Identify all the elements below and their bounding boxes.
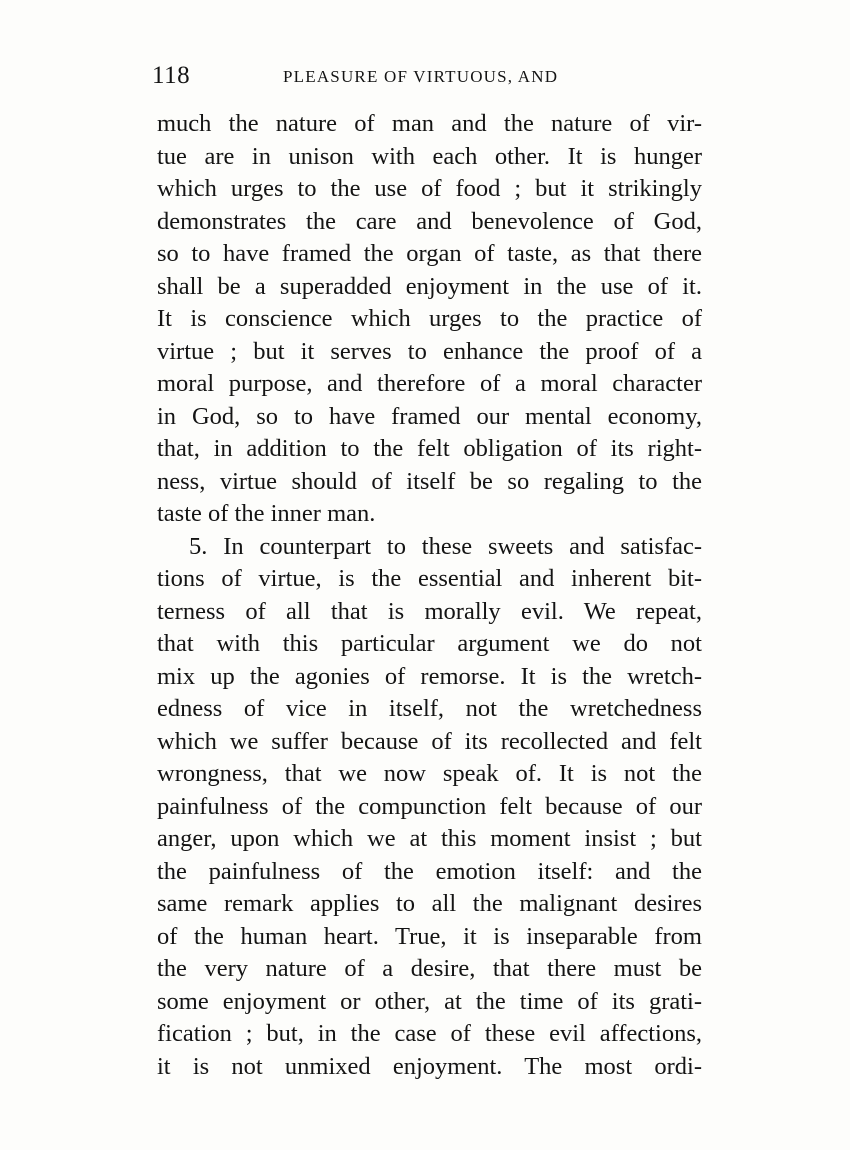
- text-line: painfulness of the compunction felt because of our: [157, 792, 702, 820]
- text-line: fication ; but, in the case of these evil affections,: [157, 1020, 702, 1047]
- text-line: anger, upon which we at this moment insist ; but: [157, 825, 702, 852]
- text-line: terness of all that is morally evil. We repeat,: [157, 597, 702, 625]
- text-line: the painfulness of the emotion itself: and the: [157, 857, 702, 885]
- text-line: in God, so to have framed our mental economy,: [157, 402, 702, 430]
- text-line: It is conscience which urges to the practice of: [157, 305, 702, 332]
- text-line: mix up the agonies of remorse. It is the wretch-: [157, 662, 702, 690]
- body-text: [157, 108, 702, 1083]
- paragraph-end-line: taste of the inner man.: [157, 500, 376, 527]
- page-number: 118: [152, 62, 191, 89]
- text-line: demonstrates the care and benevolence of God,: [157, 207, 702, 235]
- text-line: tions of virtue, is the essential and inherent bit-: [157, 565, 702, 592]
- text-line: edness of vice in itself, not the wretchedness: [157, 695, 702, 722]
- text-line: which we suffer because of its recollected and felt: [157, 727, 702, 755]
- text-line: that, in addition to the felt obligation of its right-: [157, 435, 702, 462]
- text-line: tue are in unison with each other. It is hunger: [157, 142, 702, 170]
- text-line: virtue ; but it serves to enhance the proof of a: [157, 337, 702, 365]
- text-line: it is not unmixed enjoyment. The most ordi-: [157, 1052, 702, 1080]
- text-line: moral purpose, and therefore of a moral character: [157, 370, 702, 397]
- running-head: PLEASURE OF VIRTUOUS, AND: [283, 67, 559, 86]
- text-line: of the human heart. True, it is inseparable from: [157, 922, 702, 950]
- text-line: so to have framed the organ of taste, as that there: [157, 240, 702, 267]
- text-line: same remark applies to all the malignant desires: [157, 890, 702, 917]
- text-line: the very nature of a desire, that there must be: [157, 955, 702, 982]
- text-line: ness, virtue should of itself be so regaling to the: [157, 467, 702, 495]
- page-header: [152, 62, 704, 92]
- text-line: much the nature of man and the nature of vir-: [157, 110, 702, 137]
- text-line: some enjoyment or other, at the time of its grati-: [157, 987, 702, 1015]
- text-line: wrongness, that we now speak of. It is not the: [157, 760, 702, 787]
- text-line: that with this particular argument we do not: [157, 630, 702, 657]
- text-line: which urges to the use of food ; but it strikingly: [157, 175, 702, 202]
- text-line: shall be a superadded enjoyment in the use of it.: [157, 272, 702, 300]
- paragraph-start-line: 5. In counterpart to these sweets and satisfac-: [189, 532, 702, 560]
